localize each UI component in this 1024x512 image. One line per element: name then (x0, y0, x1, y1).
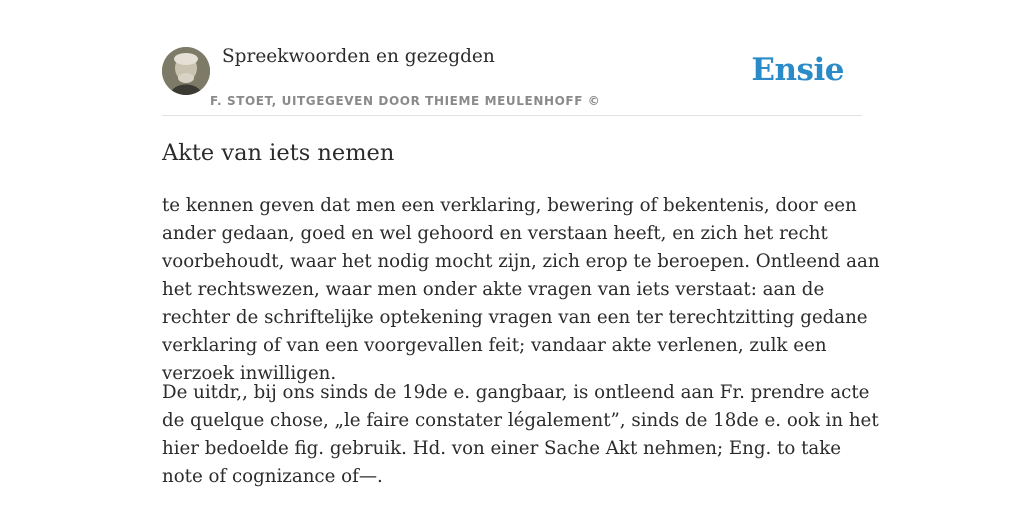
page-content (162, 0, 880, 487)
definition-paragraph: te kennen geven dat men een verklaring, bewering of bekentenis, door een ander gedaan, goed en wel gehoord en verstaan heeft, en zich het recht voorbehoudt, waar het nodig mocht zijn, zich erop te beroepen. Ontleend aan het rechtswezen, waar men onder akte vragen van iets verstaat: aan de rechter de schriftelijke optekening vragen van een ter terechtzitting gedane verklaring of van een voorgevallen feit; vandaar akte verlenen, zulk een verzoek inwilligen. (162, 195, 880, 384)
source-credit: F. STOET, UITGEGEVEN DOOR THIEME MEULENHOFF © (210, 94, 601, 108)
source-title[interactable]: Spreekwoorden en gezegden (222, 46, 495, 67)
source-header (162, 0, 862, 116)
author-avatar (162, 47, 210, 95)
etymology-paragraph: De uitdr,, bij ons sinds de 19de e. gangbaar, is ontleend aan Fr. prendre acte de quelque chose, „le faire constater légalement”, sinds de 18de e. ook in het hier bedoelde fig. gebruik. Hd. von einer Sache Akt nehmen; Eng. to take note of cognizance of—. (162, 382, 879, 487)
entry-title: Akte van iets nemen (162, 140, 395, 166)
brand-logo[interactable]: Ensie (751, 52, 844, 88)
